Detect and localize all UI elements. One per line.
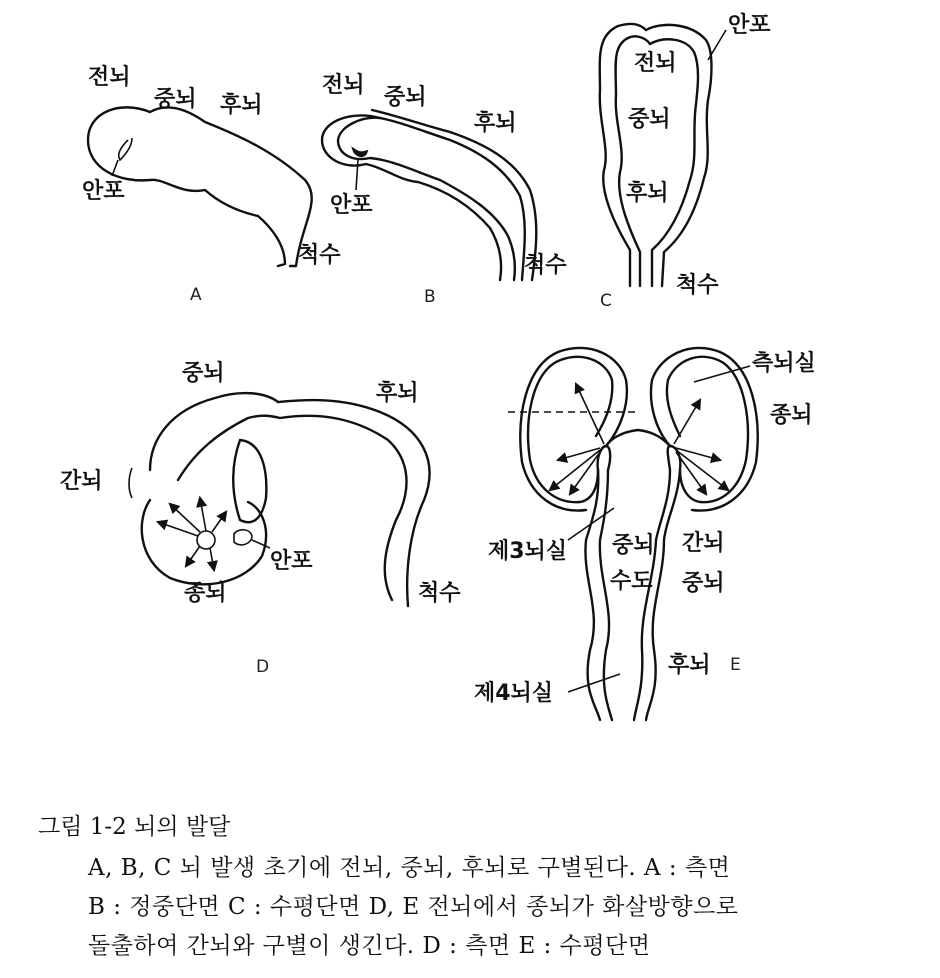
panel-e-diagram: [474, 348, 816, 720]
b-forebrain-label: 전뇌: [322, 73, 365, 98]
c-midbrain-label: 중뇌: [628, 107, 671, 132]
panel-a-diagram: [82, 64, 341, 305]
e-aqueduct-label-1: 중뇌: [612, 533, 655, 558]
d-expansion-arrows: [158, 498, 226, 570]
caption-line-2: B : 정중단면 C : 수평단면 D, E 전뇌에서 종뇌가 화살방향으로: [88, 894, 739, 920]
d-midbrain-label: 중뇌: [182, 361, 225, 386]
panel-a-letter: A: [190, 285, 202, 305]
b-optic-vesicle-label: 안포: [330, 193, 373, 218]
panel-c-letter: C: [600, 291, 612, 311]
a-hindbrain-label: 후뇌: [220, 93, 263, 118]
e-midbrain-label: 중뇌: [682, 571, 725, 596]
a-optic-vesicle-label: 안포: [82, 179, 125, 204]
panel-c-diagram: [600, 12, 772, 311]
e-hindbrain-label: 후뇌: [668, 653, 711, 678]
d-telencephalon-label: 종뇌: [184, 581, 227, 606]
e-aqueduct-label-2: 수도: [610, 569, 653, 594]
d-hindbrain-label: 후뇌: [376, 381, 419, 406]
c-optic-vesicle-label: 안포: [728, 13, 771, 38]
a-midbrain-label: 중뇌: [154, 87, 197, 112]
b-midbrain-label: 중뇌: [384, 85, 427, 110]
figure-caption: [38, 808, 918, 966]
e-telencephalon-label: 종뇌: [770, 403, 813, 428]
panel-e-letter: E: [730, 655, 741, 675]
caption-line-3: 돌출하여 간뇌와 구별이 생긴다. D : 측면 E : 수평단면: [88, 933, 651, 959]
d-diencephalon-label: 간뇌: [60, 469, 103, 494]
e-third-ventricle-label: 제3뇌실: [488, 539, 568, 564]
a-spinal-cord-label: 척수: [298, 243, 341, 268]
e-expansion-arrows: [550, 384, 728, 494]
b-hindbrain-label: 후뇌: [474, 111, 517, 136]
panel-d-letter: D: [256, 657, 270, 677]
e-lateral-ventricle-label: 측뇌실: [752, 351, 816, 376]
d-spinal-cord-label: 척수: [418, 581, 461, 606]
c-forebrain-label: 전뇌: [634, 51, 677, 76]
c-spinal-cord-label: 척수: [676, 273, 719, 298]
panel-b-diagram: [322, 72, 567, 307]
caption-title: 그림 1-2 뇌의 발달: [38, 814, 231, 840]
panel-d-diagram: [60, 360, 461, 677]
b-spinal-cord-label: 척수: [524, 253, 567, 278]
d-optic-vesicle-label: 안포: [270, 549, 313, 574]
e-fourth-ventricle-label: 제4뇌실: [474, 681, 554, 706]
c-hindbrain-label: 후뇌: [626, 181, 669, 206]
panel-b-letter: B: [424, 287, 436, 307]
e-diencephalon-label: 간뇌: [682, 531, 725, 556]
caption-line-1: A, B, C 뇌 발생 초기에 전뇌, 중뇌, 후뇌로 구별된다. A : 측면: [88, 855, 731, 881]
a-forebrain-label: 전뇌: [88, 65, 131, 90]
